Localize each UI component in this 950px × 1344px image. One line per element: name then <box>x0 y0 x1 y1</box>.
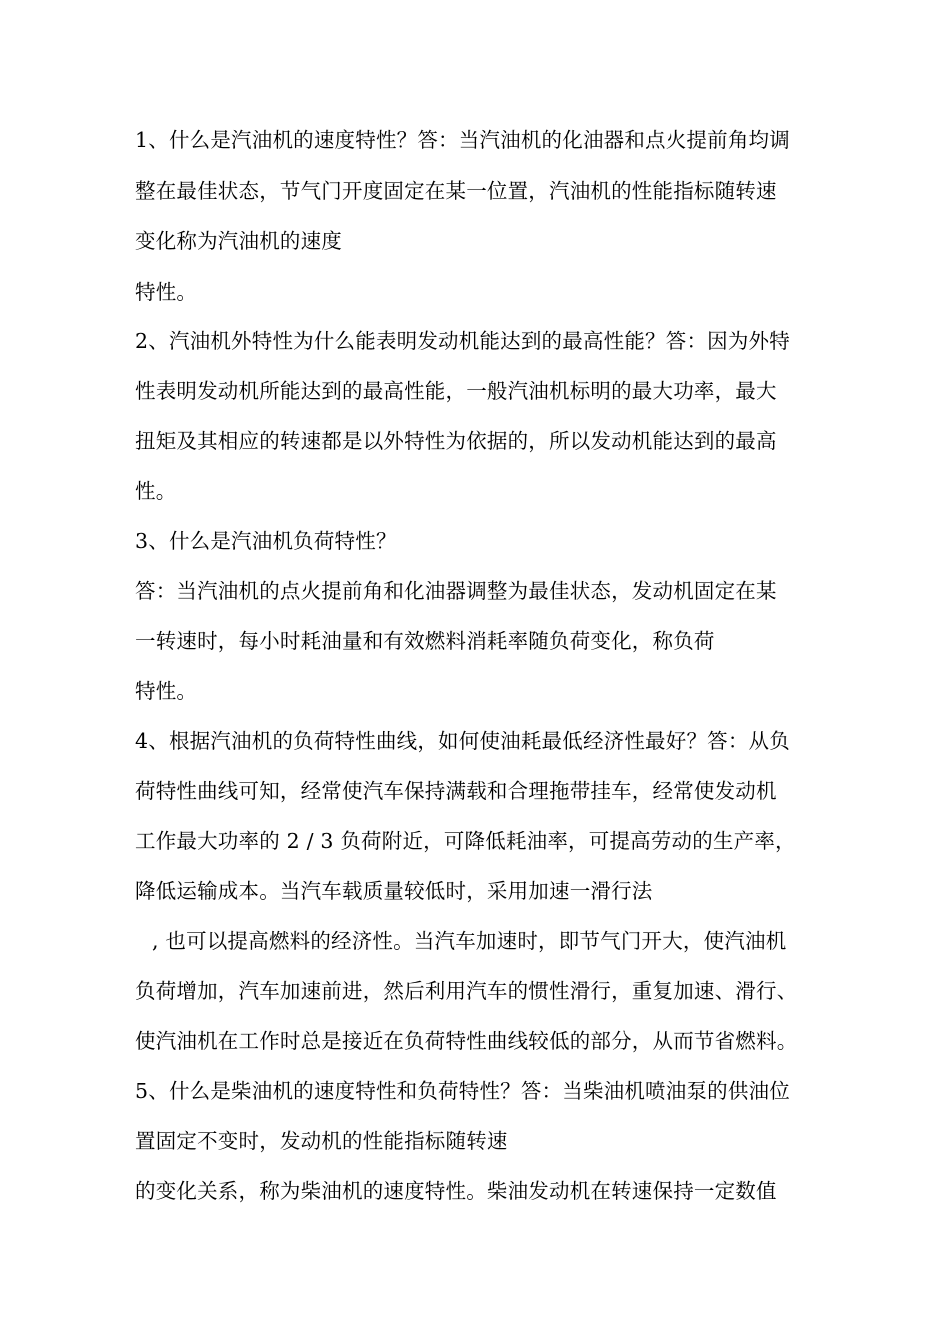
text-line: 的变化关系，称为柴油机的速度特性。柴油发动机在转速保持一定数值 <box>135 1179 777 1203</box>
text-line: 变化称为汽油机的速度 <box>135 229 342 253</box>
text-line: 性表明发动机所能达到的最高性能，一般汽油机标明的最大功率，最大 <box>135 379 777 403</box>
text-line: 扭矩及其相应的转速都是以外特性为依据的，所以发动机能达到的最高 <box>135 429 777 453</box>
text-line: 3、什么是汽油机负荷特性？ <box>135 529 397 553</box>
text-line: 工作最大功率的 2 / 3 负荷附近，可降低耗油率，可提高劳动的生产率， <box>135 829 796 853</box>
text-line: 1、什么是汽油机的速度特性？答：当汽油机的化油器和点火提前角均调 <box>135 128 790 152</box>
text-line: 荷特性曲线可知，经常使汽车保持满载和合理拖带挂车，经常使发动机 <box>135 779 777 803</box>
text-line: 5、什么是柴油机的速度特性和负荷特性？答：当柴油机喷油泵的供油位 <box>135 1079 790 1103</box>
text-line: 特性。 <box>135 679 198 703</box>
text-line: 2、汽油机外特性为什么能表明发动机能达到的最高性能？答：因为外特 <box>135 329 790 353</box>
text-line: 答：当汽油机的点火提前角和化油器调整为最佳状态，发动机固定在某 <box>135 579 777 603</box>
text-line: 置固定不变时，发动机的性能指标随转速 <box>135 1129 508 1153</box>
text-line: 降低运输成本。当汽车载质量较低时，采用加速一滑行法 <box>135 879 653 903</box>
text-line: 4、根据汽油机的负荷特性曲线，如何使油耗最低经济性最好？答：从负 <box>135 729 790 753</box>
text-line: , 也可以提高燃料的经济性。当汽车加速时，即节气门开大，使汽油机 <box>152 929 787 953</box>
text-line: 整在最佳状态，节气门开度固定在某一位置，汽油机的性能指标随转速 <box>135 179 777 203</box>
text-line: 性。 <box>135 479 177 503</box>
text-line: 使汽油机在工作时总是接近在负荷特性曲线较低的部分，从而节省燃料。 <box>135 1029 798 1053</box>
text-line: 负荷增加，汽车加速前进，然后利用汽车的惯性滑行，重复加速、滑行、 <box>135 979 798 1003</box>
text-line: 特性。 <box>135 280 198 304</box>
text-line: 一转速时，每小时耗油量和有效燃料消耗率随负荷变化，称负荷 <box>135 629 715 653</box>
